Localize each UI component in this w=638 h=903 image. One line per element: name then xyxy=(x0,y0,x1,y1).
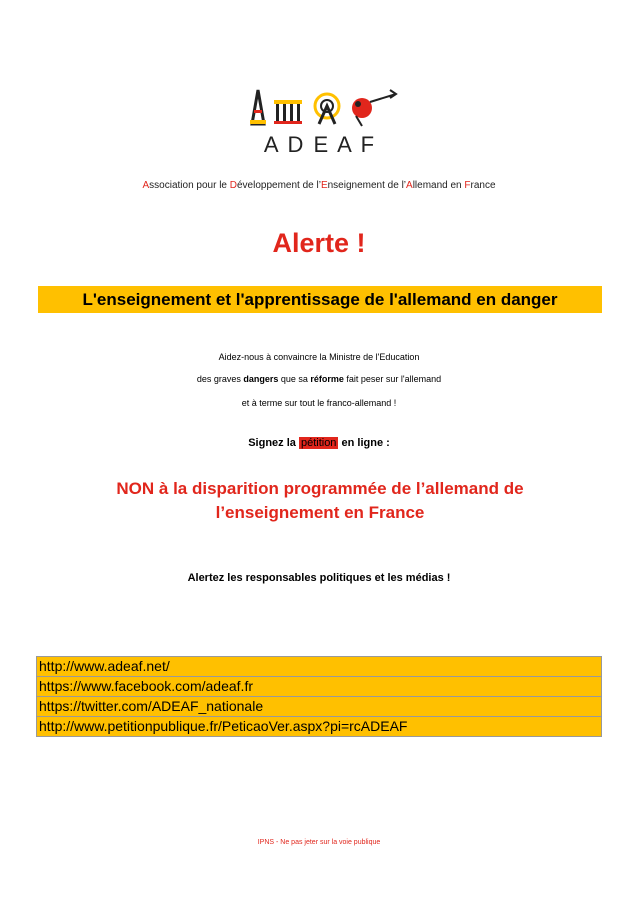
link-petition[interactable]: http://www.petitionpublique.fr/PeticaoVer.aspx?pi=rcADEAF xyxy=(36,717,602,737)
initial-letter: E xyxy=(320,180,328,191)
text-fragment: fait peser sur l'allemand xyxy=(343,374,442,384)
association-text: ssociation pour le xyxy=(149,180,230,191)
association-name xyxy=(0,180,638,191)
paragraph-line-3: et à terme sur tout le franco-allemand ! xyxy=(241,398,397,408)
non-headline: NON à la disparition programmée de l’allemand de l’enseignement en France xyxy=(116,479,524,522)
initial-letter: D xyxy=(229,180,237,191)
danger-banner: L'enseignement et l'apprentissage de l'allemand en danger xyxy=(38,286,602,313)
sign-text: Signez la xyxy=(248,437,299,449)
alert-officials-line: Alertez les responsables politiques et les médias ! xyxy=(187,572,451,584)
paragraph-line-1: Aidez-nous à convaincre la Ministre de l'Education xyxy=(218,352,420,362)
initial-letter: A xyxy=(406,180,413,191)
emphasis-reforme: réforme xyxy=(310,374,344,384)
link-website[interactable]: http://www.adeaf.net/ xyxy=(36,656,602,677)
initial-letter: F xyxy=(464,180,471,191)
association-text: nseignement de l’ xyxy=(327,180,407,191)
sign-text: en ligne : xyxy=(338,437,390,449)
alert-title: Alerte ! xyxy=(272,228,366,258)
association-text: éveloppement de l’ xyxy=(237,180,321,191)
text-fragment: des graves xyxy=(196,374,244,384)
paragraph-line-2 xyxy=(0,374,638,384)
text-fragment: que sa xyxy=(278,374,311,384)
association-text: llemand en xyxy=(412,180,465,191)
links-table xyxy=(36,656,602,737)
petition-highlight: pétition xyxy=(300,437,337,449)
sign-petition-line xyxy=(0,437,638,449)
link-twitter[interactable]: https://twitter.com/ADEAF_nationale xyxy=(36,697,602,717)
emphasis-dangers: dangers xyxy=(243,374,279,384)
logo-letters: A D E A F xyxy=(263,132,377,157)
footer-note: IPNS - Ne pas jeter sur la voie publique xyxy=(257,839,381,846)
link-facebook[interactable]: https://www.facebook.com/adeaf.fr xyxy=(36,677,602,697)
adeaf-logo xyxy=(230,82,410,162)
association-text: rance xyxy=(470,180,496,191)
initial-letter: A xyxy=(142,180,150,191)
